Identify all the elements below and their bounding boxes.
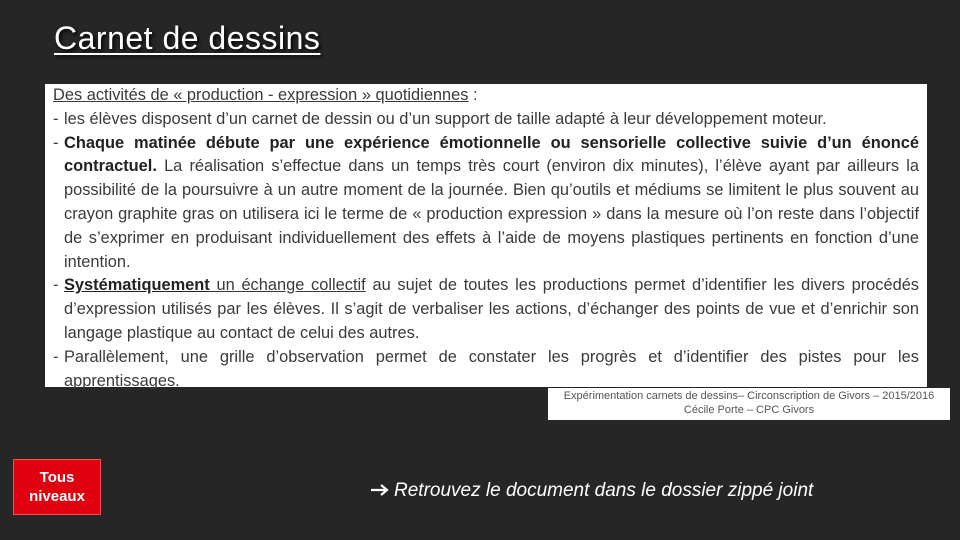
- document-caption: [548, 388, 950, 420]
- document-text: [53, 84, 919, 393]
- document-heading-text: Des activités de « production - expression » quotidiennes: [53, 86, 469, 104]
- caption-line-2: Cécile Porte – CPC Givors: [683, 404, 815, 416]
- arrow-right-icon: [370, 481, 390, 502]
- list-item: [53, 346, 919, 394]
- list-item-text: au sujet de toutes les productions permet d’identifier les divers procédés d’expression utilisés par les élèves. Il s’agit de verbaliser les actions, d’échanger des points de vue et d’enrichir son langage plastique au contact de celui des autres.: [64, 276, 920, 342]
- list-item-bold: Systématiquement: [64, 276, 210, 295]
- footer-note: [370, 480, 813, 502]
- slide-title: Carnet de dessins: [54, 20, 321, 56]
- badge-line-1: Tous: [39, 469, 75, 486]
- document-excerpt: [45, 84, 927, 390]
- list-item-bold: Chaque matinée débute par une expérience émotionnelle ou sensorielle collective suivie d’un énoncé contractuel.: [64, 133, 919, 176]
- list-item-text: les élèves disposent d’un carnet de dessin ou d’un support de taille adapté à leur développement moteur.: [64, 109, 827, 128]
- list-item: [53, 274, 919, 345]
- list-item: [53, 132, 919, 275]
- list-item-body: [64, 132, 919, 275]
- list-dash: -: [53, 276, 59, 295]
- badge-line-2: niveaux: [29, 488, 85, 505]
- list-dash: -: [53, 109, 59, 128]
- list-dash: -: [53, 347, 59, 366]
- list-item-underlined: un échange collectif: [209, 276, 366, 295]
- caption-line-1: Expérimentation carnets de dessins– Circonscription de Givors – 2015/2016: [563, 390, 935, 402]
- document-heading: [53, 84, 919, 108]
- list-item: [53, 108, 919, 132]
- list-item-text: Parallèlement, une grille d’observation permet de constater les progrès et d’identifier des pistes pour les apprentissages.: [64, 347, 919, 390]
- list-item-body: [64, 274, 919, 345]
- list-dash: -: [53, 133, 59, 152]
- document-heading-suffix: :: [468, 86, 478, 104]
- level-badge: [13, 459, 101, 515]
- list-item-text: La réalisation s’effectue dans un temps très court (environ dix minutes), l’élève ayant par ailleurs la possibilité de la poursuivre à un autre moment de la journée. Bien qu’outils et médiums se limitent le plus souvent au crayon graphite gras on utilisera ici le terme de « production expression » dans la mesure où l’on reste dans l’objectif de s’exprimer en produisant individuellement des effets à l’aide de moyens plastiques pertinents en fonction d’une intention.: [64, 157, 919, 271]
- footer-text: Retrouvez le document dans le dossier zippé joint: [394, 480, 814, 501]
